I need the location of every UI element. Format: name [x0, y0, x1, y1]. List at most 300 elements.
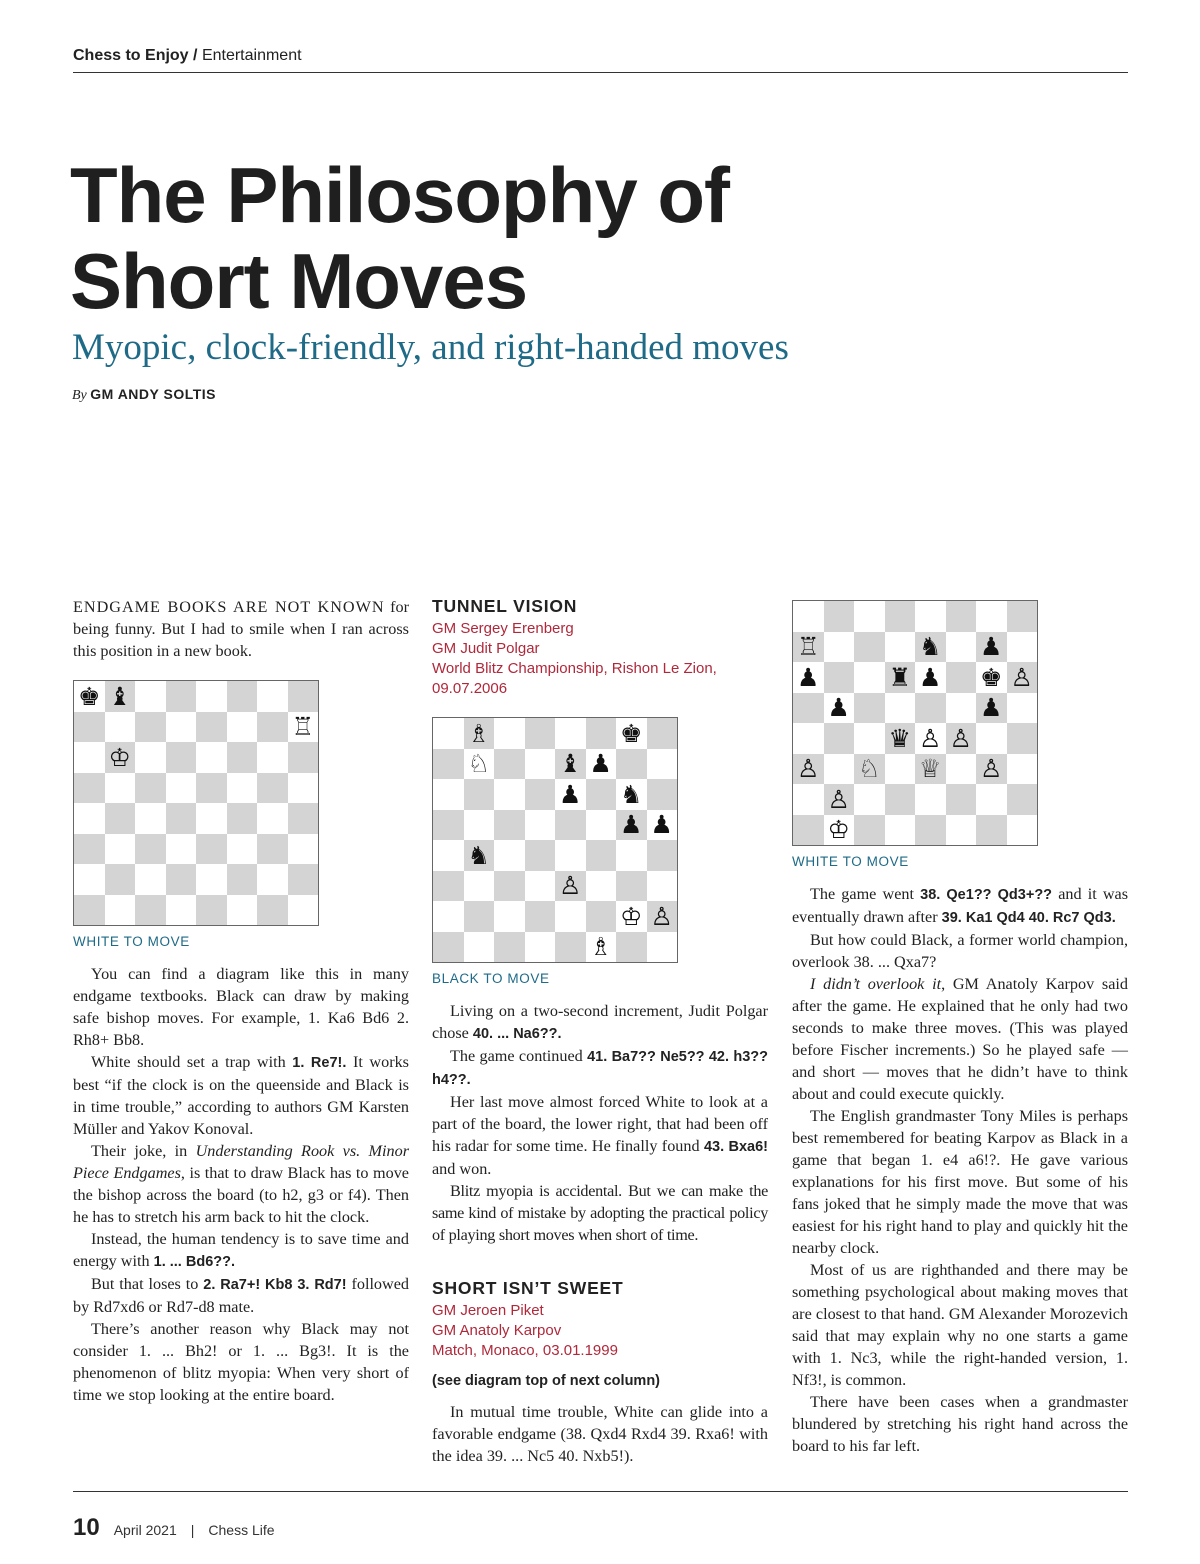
board-square — [915, 815, 946, 846]
white-pawn-icon: ♙ — [797, 754, 820, 784]
board-square — [464, 901, 495, 932]
board-square — [824, 601, 855, 632]
board-square — [915, 693, 946, 724]
black-queen-icon: ♛ — [888, 723, 911, 753]
board-square — [976, 723, 1007, 754]
board-square — [555, 871, 586, 902]
board-square — [166, 803, 197, 834]
black-rook-icon: ♜ — [888, 662, 911, 692]
board-square — [135, 864, 166, 895]
byline-prefix: By — [72, 388, 87, 403]
board-square — [915, 754, 946, 785]
board-square — [1007, 754, 1038, 785]
board-square — [946, 693, 977, 724]
board-square — [105, 681, 136, 712]
board-square — [288, 834, 319, 865]
board-square — [885, 784, 916, 815]
white-pawn-icon: ♙ — [650, 901, 673, 931]
board-square — [433, 840, 464, 871]
text-span: The game went — [810, 885, 921, 903]
header-separator: / — [193, 47, 198, 64]
text-span: It works best “if the clock is on the queenside and Black is in time trouble,” according to authors GM Karsten Müller and Yakov Konoval. — [73, 1053, 409, 1138]
board-square — [854, 815, 885, 846]
board-square — [793, 784, 824, 815]
board-square — [586, 840, 617, 871]
white-pawn-icon: ♙ — [559, 871, 582, 901]
board-square — [257, 773, 288, 804]
black-pawn-icon: ♟ — [650, 810, 673, 840]
board-square — [793, 601, 824, 632]
move-notation: 39. Ka1 Qd4 40. Rc7 Qd3. — [941, 910, 1116, 926]
diagram-note: (see diagram top of next column) — [432, 1373, 660, 1389]
white-pawn-icon: ♙ — [919, 723, 942, 753]
board-square — [525, 718, 556, 749]
board-square — [135, 681, 166, 712]
header-section: Chess to Enjoy — [73, 47, 189, 64]
running-header — [73, 47, 1128, 73]
black-bishop-icon: ♝ — [108, 681, 131, 711]
board-square — [616, 779, 647, 810]
board-square — [135, 834, 166, 865]
board-square — [135, 773, 166, 804]
black-player: GM Anatoly Karpov — [432, 1322, 562, 1339]
black-king-icon: ♚ — [78, 681, 101, 711]
footer-rule — [73, 1491, 1128, 1492]
white-knight-icon: ♘ — [467, 749, 490, 779]
board-square — [555, 901, 586, 932]
board-square — [464, 718, 495, 749]
move-notation: 43. Bxa6! — [703, 1139, 768, 1155]
move-notation: 2. Ra7+! Kb8 3. Rd7! — [203, 1277, 347, 1293]
white-king-icon: ♔ — [620, 901, 643, 931]
board-square — [647, 779, 678, 810]
col3-paragraph-6: There have been cases when a grandmaster blundered by stretching his right hand across the board to his far left. — [792, 1393, 1128, 1455]
board-square — [586, 749, 617, 780]
board-square — [74, 895, 105, 926]
move-notation: 41. Ba7?? Ne5?? 42. h3?? h4??. — [432, 1049, 768, 1088]
white-rook-icon: ♖ — [291, 712, 314, 742]
footer-separator: | — [190, 1522, 195, 1538]
board-square — [525, 779, 556, 810]
article-subtitle: Myopic, clock-friendly, and right-handed moves — [72, 327, 789, 368]
white-player: GM Sergey Erenberg — [432, 620, 574, 637]
white-queen-icon: ♕ — [919, 754, 942, 784]
board-square — [166, 895, 197, 926]
col1-paragraph-2 — [73, 1051, 409, 1140]
board-square — [227, 834, 258, 865]
black-pawn-icon: ♟ — [620, 810, 643, 840]
board-square — [586, 871, 617, 902]
board-square — [494, 871, 525, 902]
text-span: Their joke, in — [91, 1142, 196, 1160]
col1-paragraph-3 — [73, 1140, 409, 1228]
board-square — [135, 803, 166, 834]
board-square — [196, 803, 227, 834]
board-square — [288, 895, 319, 926]
board-square — [976, 662, 1007, 693]
col2-paragraph-5: In mutual time trouble, White can glide into a favorable endgame (38. Qxd4 Rxd4 39. Rxa6! with the idea 39. ... Nc5 40. Nxb5!). — [432, 1403, 768, 1465]
board-square — [793, 754, 824, 785]
board-square — [1007, 693, 1038, 724]
board-square — [824, 815, 855, 846]
board-square — [257, 742, 288, 773]
move-notation: 38. Qe1?? Qd3+?? — [920, 887, 1053, 903]
board-square — [586, 901, 617, 932]
board-square — [105, 864, 136, 895]
board-square — [647, 749, 678, 780]
board-square — [227, 773, 258, 804]
board-square — [433, 810, 464, 841]
diagram-3-caption: WHITE TO MOVE — [792, 854, 909, 869]
move-notation: 1. ... Bd6??. — [153, 1254, 235, 1270]
page-number: 10 — [73, 1514, 100, 1541]
board-square — [793, 693, 824, 724]
book-title: Understanding Rook vs. Minor Piece Endgames — [73, 1142, 410, 1182]
board-square — [586, 718, 617, 749]
board-square — [196, 895, 227, 926]
board-square — [525, 932, 556, 963]
board-square — [464, 749, 495, 780]
board-square — [257, 864, 288, 895]
board-square — [1007, 815, 1038, 846]
board-square — [196, 773, 227, 804]
board-square — [824, 723, 855, 754]
board-square — [885, 815, 916, 846]
col1-paragraph-1: You can find a diagram like this in many endgame textbooks. Black can draw by making safe bishop moves. For example, 1. Ka6 Bd6 2. Rh8+ Bb8. — [73, 965, 409, 1049]
board-square — [135, 712, 166, 743]
column-3 — [792, 600, 1128, 1457]
byline — [72, 386, 216, 404]
col3-paragraph-2: But how could Black, a former world champion, overlook 38. ... Qxa7? — [792, 931, 1128, 971]
board-square — [525, 871, 556, 902]
board-square — [616, 932, 647, 963]
board-square — [793, 815, 824, 846]
white-bishop-icon: ♗ — [589, 932, 612, 962]
white-rook-icon: ♖ — [797, 632, 820, 662]
board-square — [1007, 601, 1038, 632]
board-square — [1007, 632, 1038, 663]
text-span: But that loses to — [91, 1275, 204, 1293]
text-span: , is that to draw Black has to move the bishop across the board (to h2, g3 or f4). Then he has to stretch his arm back to hit the clock. — [73, 1164, 409, 1226]
board-square — [74, 742, 105, 773]
board-square — [824, 784, 855, 815]
board-square — [494, 810, 525, 841]
board-square — [647, 901, 678, 932]
board-square — [288, 742, 319, 773]
board-square — [555, 718, 586, 749]
board-square — [227, 864, 258, 895]
lead-paragraph — [73, 596, 409, 662]
board-square — [74, 834, 105, 865]
game-info-1 — [432, 619, 768, 699]
board-square — [555, 932, 586, 963]
board-square — [946, 601, 977, 632]
white-pawn-icon: ♙ — [827, 784, 850, 814]
board-square — [885, 693, 916, 724]
diagram-2-caption: BLACK TO MOVE — [432, 971, 550, 986]
board-square — [854, 632, 885, 663]
board-square — [464, 779, 495, 810]
chess-diagram-1 — [73, 680, 319, 926]
board-square — [885, 601, 916, 632]
board-square — [196, 681, 227, 712]
board-square — [586, 810, 617, 841]
board-square — [976, 632, 1007, 663]
board-square — [433, 749, 464, 780]
board-square — [946, 723, 977, 754]
col2-paragraph-1 — [432, 1000, 768, 1045]
col3-paragraph-1 — [792, 883, 1128, 929]
board-square — [433, 718, 464, 749]
board-square — [976, 754, 1007, 785]
col2-paragraph-3 — [432, 1091, 768, 1180]
board-square — [288, 681, 319, 712]
col1-paragraph-5 — [73, 1273, 409, 1318]
board-square — [74, 773, 105, 804]
issue-date: April 2021 — [113, 1522, 177, 1538]
board-square — [915, 601, 946, 632]
black-knight-icon: ♞ — [620, 779, 643, 809]
white-knight-icon: ♘ — [858, 754, 881, 784]
board-square — [288, 712, 319, 743]
board-square — [433, 901, 464, 932]
section-heading-short-isnt-sweet: SHORT ISN’T SWEET — [432, 1278, 624, 1298]
board-square — [824, 754, 855, 785]
board-square — [647, 932, 678, 963]
board-square — [854, 784, 885, 815]
board-square — [525, 749, 556, 780]
board-square — [227, 681, 258, 712]
board-square — [976, 784, 1007, 815]
board-square — [915, 632, 946, 663]
board-square — [885, 754, 916, 785]
board-square — [166, 712, 197, 743]
black-bishop-icon: ♝ — [559, 749, 582, 779]
board-square — [647, 810, 678, 841]
col1-paragraph-4 — [73, 1228, 409, 1273]
text-span: The game continued — [450, 1047, 588, 1065]
board-square — [166, 681, 197, 712]
board-square — [105, 803, 136, 834]
column-2 — [432, 596, 768, 1467]
black-knight-icon: ♞ — [467, 840, 490, 870]
article-title — [70, 152, 1070, 324]
board-square — [227, 803, 258, 834]
board-square — [288, 803, 319, 834]
board-square — [616, 871, 647, 902]
black-king-icon: ♚ — [620, 718, 643, 748]
board-square — [946, 754, 977, 785]
board-square — [288, 773, 319, 804]
black-pawn-icon: ♟ — [980, 693, 1003, 723]
board-square — [196, 864, 227, 895]
board-square — [793, 662, 824, 693]
col2-paragraph-4: Blitz myopia is accidental. But we can make the same kind of mistake by adopting the practical policy of playing short moves when short of time. — [432, 1182, 768, 1244]
board-square — [946, 815, 977, 846]
board-square — [196, 834, 227, 865]
board-square — [647, 718, 678, 749]
quote-italic: I didn’t overlook it — [810, 975, 942, 993]
black-player: GM Judit Polgar — [432, 640, 540, 657]
event: Match, Monaco, 03.01.1999 — [432, 1342, 618, 1359]
board-square — [433, 779, 464, 810]
board-square — [946, 784, 977, 815]
board-square — [915, 723, 946, 754]
black-pawn-icon: ♟ — [827, 693, 850, 723]
white-king-icon: ♔ — [108, 742, 131, 772]
board-square — [824, 693, 855, 724]
white-king-icon: ♔ — [827, 815, 850, 845]
text-span: Instead, the human tendency is to save time and energy with — [73, 1230, 409, 1270]
board-square — [74, 681, 105, 712]
board-square — [946, 662, 977, 693]
board-square — [257, 895, 288, 926]
board-square — [1007, 723, 1038, 754]
col3-paragraph-4: The English grandmaster Tony Miles is perhaps best remembered for beating Karpov as Black in a game that began 1. e4 a6!?. He gave various explanations for his first move. But some of his fans joked that he simply made the move that was easiest for his right hand to play and quickly hit the nearby clock. — [792, 1107, 1128, 1257]
black-king-icon: ♚ — [980, 662, 1003, 692]
board-square — [915, 784, 946, 815]
board-square — [494, 779, 525, 810]
text-span: Living on a two-second increment, Judit Polgar chose — [432, 1002, 768, 1042]
col2-paragraph-2 — [432, 1045, 768, 1091]
black-pawn-icon: ♟ — [559, 779, 582, 809]
white-pawn-icon: ♙ — [980, 754, 1003, 784]
col1-paragraph-6: There’s another reason why Black may not consider 1. ... Bh2! or 1. ... Bg3!. It is the phenomenon of blitz myopia: When very short of time we stop looking at the entire board. — [73, 1320, 409, 1404]
board-square — [555, 779, 586, 810]
column-1 — [73, 596, 409, 1406]
white-pawn-icon: ♙ — [949, 723, 972, 753]
board-square — [1007, 662, 1038, 693]
text-span: followed by Rd7xd6 or Rd7-d8 mate. — [73, 1275, 409, 1316]
chess-diagram-3 — [792, 600, 1038, 846]
board-square — [525, 810, 556, 841]
board-square — [525, 840, 556, 871]
title-line-2: Short Moves — [70, 237, 528, 325]
board-square — [616, 718, 647, 749]
lead-rest: for being funny. But I had to smile when I ran across this position in a new book. — [73, 598, 410, 660]
board-square — [555, 749, 586, 780]
board-square — [433, 871, 464, 902]
move-notation: 40. ... Na6??. — [472, 1026, 562, 1042]
board-square — [854, 693, 885, 724]
board-square — [494, 901, 525, 932]
col3-paragraph-3 — [792, 973, 1128, 1105]
black-pawn-icon: ♟ — [980, 632, 1003, 662]
section-heading-tunnel-vision: TUNNEL VISION — [432, 596, 578, 616]
board-square — [257, 803, 288, 834]
board-square — [257, 681, 288, 712]
board-square — [793, 723, 824, 754]
board-square — [166, 834, 197, 865]
board-square — [555, 840, 586, 871]
text-span: and won. — [432, 1160, 492, 1178]
board-square — [196, 712, 227, 743]
game-info-2 — [432, 1301, 768, 1361]
white-player: GM Jeroen Piket — [432, 1302, 544, 1319]
board-square — [288, 864, 319, 895]
board-square — [854, 723, 885, 754]
board-square — [1007, 784, 1038, 815]
board-square — [854, 601, 885, 632]
board-square — [166, 742, 197, 773]
board-square — [257, 712, 288, 743]
board-square — [74, 712, 105, 743]
text-span: , GM Anatoly Karpov said after the game. He explained that he only had two seconds to make three moves. (This was played before Fischer increments.) So he played safe — and short — moves that he didn’t have to think about and could execute quickly. — [792, 975, 1128, 1103]
board-square — [616, 749, 647, 780]
diagram-1-caption: WHITE TO MOVE — [73, 934, 190, 949]
event: World Blitz Championship, Rishon Le Zion, — [432, 660, 717, 677]
board-square — [227, 712, 258, 743]
board-square — [885, 632, 916, 663]
board-square — [616, 901, 647, 932]
board-square — [105, 712, 136, 743]
text-span: White should set a trap with — [91, 1053, 293, 1071]
board-square — [464, 871, 495, 902]
board-square — [135, 895, 166, 926]
board-square — [555, 810, 586, 841]
board-square — [433, 932, 464, 963]
board-square — [227, 895, 258, 926]
col3-paragraph-5: Most of us are righthanded and there may be something psychological about making moves that are closest to that hand. GM Alexander Morozevich said that may explain why no one starts a game with 1. Nc3, while the right-handed version, 1. Nf3!, is common. — [792, 1261, 1128, 1389]
board-square — [464, 840, 495, 871]
title-line-1: The Philosophy of — [70, 151, 729, 239]
board-square — [74, 803, 105, 834]
board-square — [946, 632, 977, 663]
board-square — [494, 932, 525, 963]
magazine-name: Chess Life — [208, 1522, 275, 1538]
text-span: and it was eventually drawn after — [792, 885, 1129, 926]
black-pawn-icon: ♟ — [589, 749, 612, 779]
byline-author: GM ANDY SOLTIS — [90, 386, 217, 402]
board-square — [494, 749, 525, 780]
board-square — [166, 864, 197, 895]
board-square — [824, 662, 855, 693]
board-square — [525, 901, 556, 932]
board-square — [464, 810, 495, 841]
board-square — [166, 773, 197, 804]
black-knight-icon: ♞ — [919, 632, 942, 662]
board-square — [196, 742, 227, 773]
board-square — [915, 662, 946, 693]
board-square — [885, 662, 916, 693]
board-square — [105, 773, 136, 804]
board-square — [616, 810, 647, 841]
board-square — [586, 779, 617, 810]
board-square — [824, 632, 855, 663]
board-square — [135, 742, 166, 773]
board-square — [586, 932, 617, 963]
board-square — [257, 834, 288, 865]
board-square — [976, 815, 1007, 846]
board-square — [616, 840, 647, 871]
board-square — [793, 632, 824, 663]
board-square — [494, 840, 525, 871]
board-square — [647, 840, 678, 871]
date: 09.07.2006 — [432, 680, 508, 697]
black-pawn-icon: ♟ — [797, 662, 820, 692]
page-footer — [73, 1514, 275, 1542]
black-pawn-icon: ♟ — [919, 662, 942, 692]
board-square — [464, 932, 495, 963]
board-square — [976, 601, 1007, 632]
board-square — [74, 864, 105, 895]
board-square — [885, 723, 916, 754]
board-square — [494, 718, 525, 749]
text-span: Her last move almost forced White to look at a part of the board, the lower right, that had been off his radar for some time. He finally found — [432, 1093, 768, 1155]
board-square — [227, 742, 258, 773]
white-pawn-icon: ♙ — [1010, 662, 1033, 692]
board-square — [105, 895, 136, 926]
